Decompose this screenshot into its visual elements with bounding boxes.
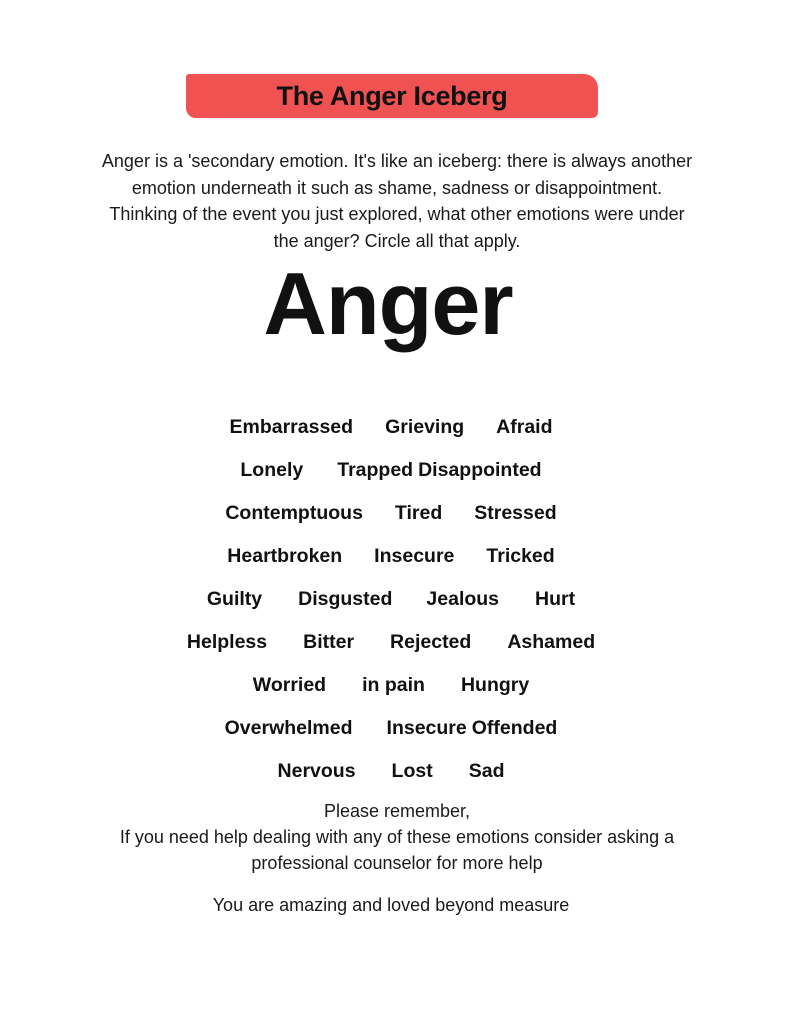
emotion-word: Worried xyxy=(252,674,327,696)
anger-heading: Anger xyxy=(263,254,513,353)
emotion-word: Lonely xyxy=(240,459,304,481)
page-title: The Anger Iceberg xyxy=(276,80,508,111)
emotion-row xyxy=(0,664,782,707)
emotion-word: Lost xyxy=(391,760,433,782)
emotion-list xyxy=(0,406,782,793)
emotion-row xyxy=(0,707,782,750)
emotion-word: Rejected xyxy=(390,631,472,653)
emotion-word: Stressed xyxy=(474,502,557,524)
emotion-word: Overwhelmed xyxy=(224,717,353,739)
emotion-word: Nervous xyxy=(277,760,356,782)
emotion-word: Guilty xyxy=(206,588,263,610)
closing-line: If you need help dealing with any of these emotions consider asking a xyxy=(119,827,675,847)
intro-line: Thinking of the event you just explored, what other emotions were under xyxy=(109,204,685,224)
emotion-word: Disgusted xyxy=(298,588,393,610)
emotion-row xyxy=(0,578,782,621)
closing-line: Please remember, xyxy=(323,801,471,821)
emotion-word: Heartbroken xyxy=(227,545,343,567)
closing-line: professional counselor for more help xyxy=(251,853,543,873)
emotion-row xyxy=(0,449,782,492)
emotion-word: Jealous xyxy=(426,588,500,610)
emotion-word: Tired xyxy=(394,502,443,524)
emotion-row xyxy=(0,535,782,578)
emotion-word: Disappointed xyxy=(418,459,542,481)
emotion-row xyxy=(0,750,782,793)
emotion-word: Helpless xyxy=(186,631,268,653)
emotion-word: Trapped xyxy=(337,459,414,481)
emotion-row xyxy=(0,621,782,664)
intro-paragraph xyxy=(60,148,734,254)
emotion-row xyxy=(0,406,782,449)
affirmation-text: You are amazing and loved beyond measure xyxy=(212,895,570,915)
title-banner xyxy=(186,74,598,118)
emotion-word: Hungry xyxy=(460,674,530,696)
emotion-word: Embarrassed xyxy=(229,416,354,438)
emotion-word: Sad xyxy=(468,760,505,782)
intro-line: Anger is a 'secondary emotion. It's like an iceberg: there is always another xyxy=(101,151,693,171)
emotion-word: Ashamed xyxy=(507,631,596,653)
emotion-word: Insecure xyxy=(374,545,455,567)
intro-line: the anger? Circle all that apply. xyxy=(273,230,521,251)
emotion-word: Offended xyxy=(471,717,558,739)
emotion-word: Insecure xyxy=(386,717,467,739)
emotion-word: Afraid xyxy=(496,416,553,438)
emotion-word: in pain xyxy=(362,674,425,696)
intro-line: emotion underneath it such as shame, sadness or disappointment. xyxy=(131,177,663,198)
emotion-word: Grieving xyxy=(385,416,465,438)
emotion-row xyxy=(0,492,782,535)
emotion-word: Contemptuous xyxy=(225,502,363,524)
emotion-word: Bitter xyxy=(303,631,355,653)
closing-note xyxy=(40,798,754,876)
emotion-word: Tricked xyxy=(486,545,555,567)
emotion-word: Hurt xyxy=(535,588,576,610)
